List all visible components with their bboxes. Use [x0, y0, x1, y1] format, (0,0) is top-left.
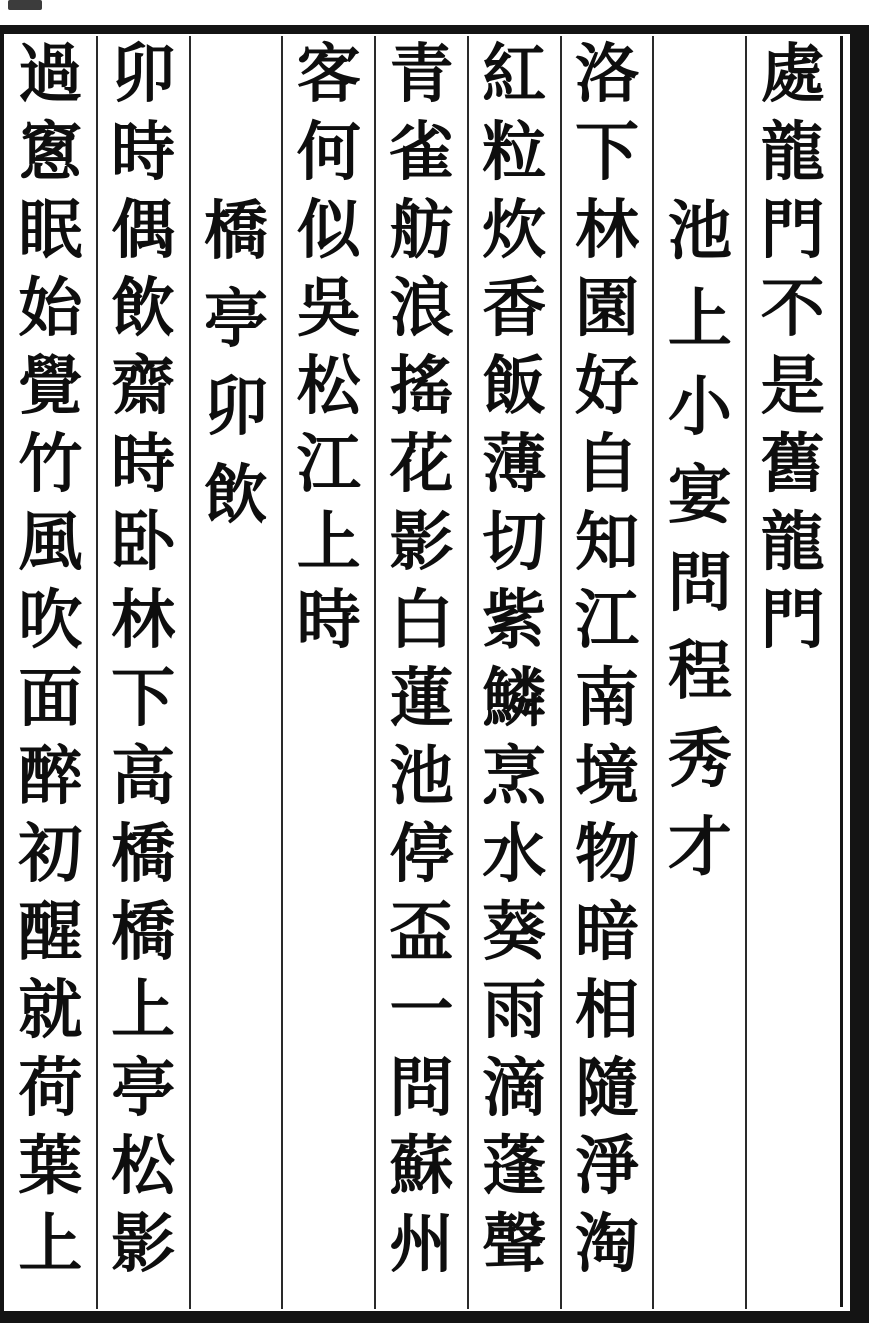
- cjk-glyph: 蓬: [482, 1129, 547, 1204]
- cjk-glyph: 龍: [760, 115, 825, 190]
- cjk-glyph: 問: [389, 1051, 454, 1126]
- cjk-glyph: 暗: [575, 895, 640, 970]
- poem-verse-column: [281, 36, 374, 1309]
- cjk-glyph: 林: [575, 193, 640, 268]
- cjk-glyph: 雨: [482, 973, 547, 1048]
- cjk-glyph: 紅: [482, 37, 547, 112]
- cjk-glyph: 小: [667, 370, 732, 445]
- inner-border-line: [840, 36, 843, 1307]
- cjk-glyph: 下: [575, 115, 640, 190]
- cjk-glyph: 吳: [296, 271, 361, 346]
- cjk-glyph: 相: [575, 973, 640, 1048]
- poem-title-column: [189, 36, 282, 1309]
- cjk-glyph: 橋: [203, 194, 268, 269]
- cjk-glyph: 切: [482, 505, 547, 580]
- cjk-glyph: 下: [111, 661, 176, 736]
- cjk-glyph: 盃: [389, 895, 454, 970]
- cjk-glyph: 吹: [18, 583, 83, 658]
- cjk-glyph: 亭: [203, 282, 268, 357]
- cjk-glyph: 時: [111, 427, 176, 502]
- cjk-glyph: 烹: [482, 739, 547, 814]
- cjk-glyph: 青: [389, 37, 454, 112]
- cjk-glyph: 境: [575, 739, 640, 814]
- cjk-glyph: 好: [575, 349, 640, 424]
- poem-verse-column: [374, 36, 467, 1309]
- cjk-glyph: 葵: [482, 895, 547, 970]
- cjk-glyph: 自: [575, 427, 640, 502]
- cjk-glyph: 舊: [760, 427, 825, 502]
- cjk-glyph: 上: [111, 973, 176, 1048]
- cjk-glyph: 浪: [389, 271, 454, 346]
- cjk-glyph: 龍: [760, 505, 825, 580]
- cjk-glyph: 江: [296, 427, 361, 502]
- cjk-glyph: 物: [575, 817, 640, 892]
- cjk-glyph: 一: [389, 973, 454, 1048]
- cjk-glyph: 秀: [667, 722, 732, 797]
- poem-verse-column: [745, 36, 838, 1309]
- cjk-glyph: 處: [760, 37, 825, 112]
- cjk-glyph: 飲: [111, 271, 176, 346]
- cjk-glyph: 始: [18, 271, 83, 346]
- cjk-glyph: 門: [760, 193, 825, 268]
- cjk-glyph: 南: [575, 661, 640, 736]
- cjk-glyph: 竹: [18, 427, 83, 502]
- cjk-glyph: 池: [667, 194, 732, 269]
- cjk-glyph: 蘇: [389, 1129, 454, 1204]
- cjk-glyph: 影: [389, 505, 454, 580]
- cjk-glyph: 時: [296, 583, 361, 658]
- cjk-glyph: 就: [18, 973, 83, 1048]
- cjk-glyph: 白: [389, 583, 454, 658]
- cjk-glyph: 卯: [111, 37, 176, 112]
- cjk-glyph: 眠: [18, 193, 83, 268]
- cjk-glyph: 風: [18, 505, 83, 580]
- cjk-glyph: 池: [389, 739, 454, 814]
- cjk-glyph: 上: [18, 1207, 83, 1282]
- cjk-glyph: 橋: [111, 817, 176, 892]
- poem-title-column: [652, 36, 745, 1309]
- cjk-glyph: 香: [482, 271, 547, 346]
- cjk-glyph: 江: [575, 583, 640, 658]
- cjk-glyph: 隨: [575, 1051, 640, 1126]
- ink-smudge: [8, 0, 42, 10]
- cjk-glyph: 問: [667, 546, 732, 621]
- cjk-glyph: 橋: [111, 895, 176, 970]
- cjk-glyph: 初: [18, 817, 83, 892]
- cjk-glyph: 窻: [18, 115, 83, 190]
- cjk-glyph: 舫: [389, 193, 454, 268]
- cjk-glyph: 花: [389, 427, 454, 502]
- cjk-glyph: 影: [111, 1207, 176, 1282]
- cjk-glyph: 滴: [482, 1051, 547, 1126]
- cjk-glyph: 上: [667, 282, 732, 357]
- cjk-glyph: 客: [296, 37, 361, 112]
- cjk-glyph: 知: [575, 505, 640, 580]
- cjk-glyph: 時: [111, 115, 176, 190]
- poem-verse-column: [560, 36, 653, 1309]
- cjk-glyph: 聲: [482, 1207, 547, 1282]
- cjk-glyph: 門: [760, 583, 825, 658]
- cjk-glyph: 鱗: [482, 661, 547, 736]
- cjk-glyph: 亭: [111, 1051, 176, 1126]
- cjk-glyph: 偶: [111, 193, 176, 268]
- cjk-glyph: 荷: [18, 1051, 83, 1126]
- cjk-glyph: 蓮: [389, 661, 454, 736]
- cjk-glyph: 紫: [482, 583, 547, 658]
- cjk-glyph: 雀: [389, 115, 454, 190]
- cjk-glyph: 面: [18, 661, 83, 736]
- cjk-glyph: 高: [111, 739, 176, 814]
- poem-verse-column: [96, 36, 189, 1309]
- cjk-glyph: 飲: [203, 458, 268, 533]
- cjk-glyph: 何: [296, 115, 361, 190]
- cjk-glyph: 不: [760, 271, 825, 346]
- poem-verse-column: [467, 36, 560, 1309]
- cjk-glyph: 水: [482, 817, 547, 892]
- cjk-glyph: 宴: [667, 458, 732, 533]
- cjk-glyph: 齋: [111, 349, 176, 424]
- cjk-glyph: 搖: [389, 349, 454, 424]
- cjk-glyph: 似: [296, 193, 361, 268]
- cjk-glyph: 覺: [18, 349, 83, 424]
- cjk-glyph: 園: [575, 271, 640, 346]
- cjk-glyph: 炊: [482, 193, 547, 268]
- cjk-glyph: 松: [296, 349, 361, 424]
- cjk-glyph: 林: [111, 583, 176, 658]
- cjk-glyph: 松: [111, 1129, 176, 1204]
- cjk-glyph: 醉: [18, 739, 83, 814]
- cjk-glyph: 洛: [575, 37, 640, 112]
- cjk-glyph: 卯: [203, 370, 268, 445]
- cjk-glyph: 上: [296, 505, 361, 580]
- text-columns: [5, 36, 838, 1309]
- poem-verse-column: [5, 36, 96, 1309]
- cjk-glyph: 粒: [482, 115, 547, 190]
- cjk-glyph: 是: [760, 349, 825, 424]
- cjk-glyph: 飯: [482, 349, 547, 424]
- cjk-glyph: 醒: [18, 895, 83, 970]
- cjk-glyph: 卧: [111, 505, 176, 580]
- cjk-glyph: 淨: [575, 1129, 640, 1204]
- cjk-glyph: 州: [389, 1207, 454, 1282]
- cjk-glyph: 淘: [575, 1207, 640, 1282]
- cjk-glyph: 薄: [482, 427, 547, 502]
- cjk-glyph: 才: [667, 810, 732, 885]
- cjk-glyph: 葉: [18, 1129, 83, 1204]
- cjk-glyph: 過: [18, 37, 83, 112]
- cjk-glyph: 程: [667, 634, 732, 709]
- cjk-glyph: 停: [389, 817, 454, 892]
